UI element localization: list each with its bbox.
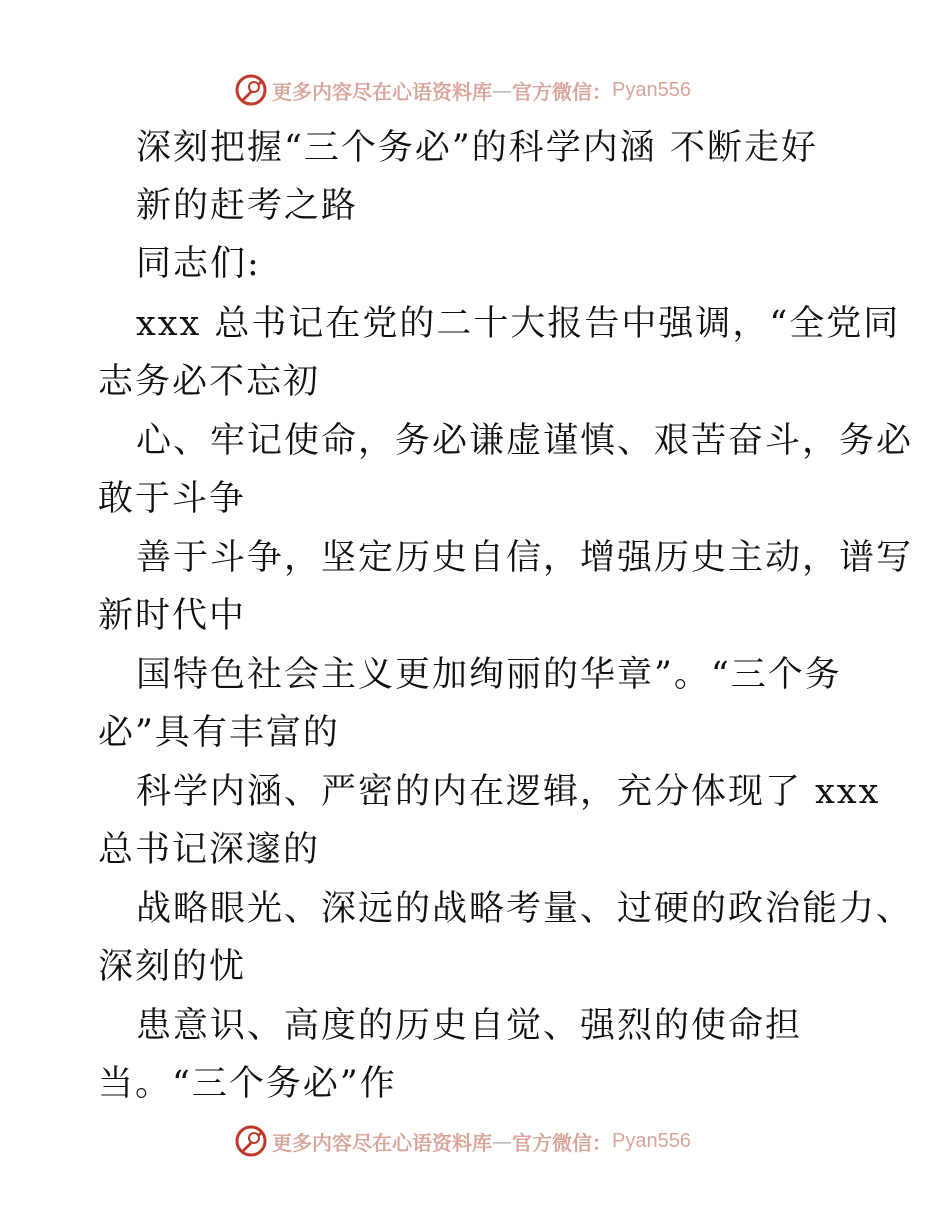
document-title-line-1: 深刻把握“三个务必”的科学内涵 不断走好	[136, 128, 818, 168]
body-line: 战略眼光、深远的战略考量、过硬的政治能力、	[136, 889, 914, 929]
banner-wechat-label: 官方微信：	[512, 1130, 612, 1155]
banner-wechat-id: Pyan556	[612, 78, 691, 101]
body-line: 国特色社会主义更加绚丽的华章”。“三个务	[136, 655, 842, 695]
body-line: 新时代中	[98, 596, 247, 636]
banner-separator: —	[492, 1129, 512, 1153]
quill-pen-circle-icon	[234, 1124, 268, 1158]
footer-banner	[234, 1123, 691, 1159]
document-title-line-2: 新的赶考之路	[136, 186, 359, 226]
banner-wechat-label: 官方微信：	[512, 79, 612, 104]
body-line: 当。“三个务必”作	[98, 1064, 397, 1104]
body-line: 患意识、高度的历史自觉、强烈的使命担	[136, 1006, 803, 1046]
header-banner	[234, 72, 691, 108]
body-line: 科学内涵、严密的内在逻辑，充分体现了 xxx	[136, 772, 881, 812]
body-line: 心、牢记使命，务必谦虚谨慎、艰苦奋斗，务必	[136, 421, 914, 461]
body-line: xxx 总书记在党的二十大报告中强调，“全党同	[136, 304, 901, 344]
body-line: 必”具有丰富的	[98, 713, 340, 753]
banner-wechat-id: Pyan556	[612, 1129, 691, 1152]
banner-separator: —	[492, 78, 512, 102]
body-line: 善于斗争，坚定历史自信，增强历史主动，谱写	[136, 538, 914, 578]
banner-main-text: 更多内容尽在心语资料库	[272, 79, 492, 104]
quill-pen-circle-icon	[234, 73, 268, 107]
salutation: 同志们:	[136, 244, 261, 284]
body-line: 志务必不忘初	[98, 362, 321, 402]
banner-main-text: 更多内容尽在心语资料库	[272, 1130, 492, 1155]
body-line: 敢于斗争	[98, 479, 247, 519]
body-line: 深刻的忧	[98, 947, 247, 987]
body-line: 总书记深邃的	[98, 830, 321, 870]
